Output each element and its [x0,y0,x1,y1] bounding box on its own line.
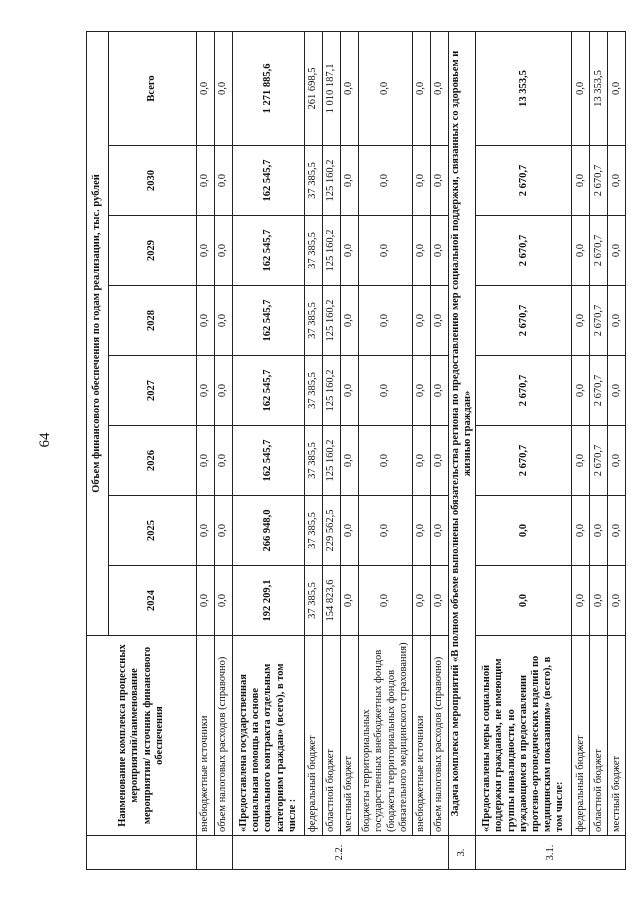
year-header: 2026 [109,426,197,496]
value-cell: 266 948,0 [233,496,305,566]
value-cell: 0,0 [608,496,626,566]
table-row [341,31,359,869]
total-cell: 0,0 [341,31,359,145]
total-cell: 13 353,5 [590,31,608,145]
value-cell: 0,0 [197,216,215,286]
value-cell: 37 385,5 [305,496,323,566]
value-cell: 162 545,7 [233,146,305,216]
table-row [449,31,476,869]
value-cell: 2 670,7 [590,216,608,286]
value-cell: 0,0 [197,146,215,216]
value-cell: 125 160,2 [323,356,341,426]
year-header: 2030 [109,146,197,216]
row-index: 2.2. [233,836,449,870]
value-cell: 0,0 [215,216,233,286]
table-row [323,31,341,869]
value-cell: 125 160,2 [323,146,341,216]
row-name: бюджеты территориальных государственных внебюджетных фондов (бюджеты территориальных фондов обязательного медицинского страхования) [359,636,413,836]
total-cell: 0,0 [197,31,215,145]
total-cell: 0,0 [572,31,590,145]
value-cell: 2 670,7 [590,286,608,356]
value-cell: 0,0 [572,426,590,496]
value-cell: 0,0 [197,426,215,496]
value-cell: 0,0 [359,496,413,566]
task-heading: Задача комплекса мероприятий «В полном объеме выполнены обязательства региона по предоставлению мер социальной поддержки, связанных со здоровьем и жизнью граждан» [449,31,476,835]
value-cell: 0,0 [341,426,359,496]
row-name: объем налоговых расходов (справочно) [215,636,233,836]
value-cell: 0,0 [413,566,431,636]
value-cell: 2 670,7 [590,426,608,496]
value-cell: 0,0 [413,286,431,356]
value-cell: 154 823,6 [323,566,341,636]
table-row [476,31,572,869]
row-name: местный бюджет [341,636,359,836]
value-cell: 0,0 [215,566,233,636]
value-cell: 0,0 [197,356,215,426]
value-cell: 2 670,7 [476,146,572,216]
value-cell: 2 670,7 [476,356,572,426]
value-cell: 0,0 [341,566,359,636]
value-cell: 0,0 [431,566,449,636]
table-row [305,31,323,869]
table-body [197,31,626,869]
financing-table [86,31,626,870]
table-row [197,31,215,869]
value-cell: 0,0 [413,216,431,286]
value-cell: 0,0 [431,356,449,426]
value-cell: 0,0 [476,496,572,566]
table-row [359,31,413,869]
value-cell: 0,0 [341,496,359,566]
value-cell: 0,0 [431,146,449,216]
value-cell: 0,0 [590,566,608,636]
value-cell: 0,0 [359,286,413,356]
value-cell: 0,0 [341,216,359,286]
value-cell: 0,0 [572,286,590,356]
value-cell: 0,0 [608,566,626,636]
value-cell: 0,0 [215,426,233,496]
value-cell: 0,0 [608,146,626,216]
value-cell: 0,0 [590,496,608,566]
year-header: 2028 [109,286,197,356]
value-cell: 0,0 [341,356,359,426]
name-header: Наименование комплекса процессных мероприятий/наименование мероприятия/ источник финансового обеспечения [87,636,197,836]
value-cell: 0,0 [359,566,413,636]
row-name: областной бюджет [323,636,341,836]
value-cell: 2 670,7 [476,286,572,356]
value-cell: 0,0 [413,356,431,426]
value-cell: 2 670,7 [590,356,608,426]
value-cell: 0,0 [359,216,413,286]
value-cell: 37 385,5 [305,286,323,356]
value-cell: 0,0 [341,286,359,356]
value-cell: 0,0 [572,356,590,426]
value-cell: 2 670,7 [476,216,572,286]
row-name: местный бюджет [608,636,626,836]
table-row [572,31,590,869]
index-header [87,836,197,870]
row-index [197,836,233,870]
value-cell: 0,0 [476,566,572,636]
value-cell: 0,0 [359,146,413,216]
row-name: объем налоговых расходов (справочно) [431,636,449,836]
value-cell: 37 385,5 [305,426,323,496]
total-cell: 0,0 [431,31,449,145]
value-cell: 0,0 [608,286,626,356]
total-cell: 1 010 187,1 [323,31,341,145]
row-name: федеральный бюджет [572,636,590,836]
table-row [233,31,305,869]
total-cell: 13 353,5 [476,31,572,145]
value-cell: 0,0 [608,216,626,286]
value-cell: 0,0 [197,496,215,566]
value-cell: 0,0 [431,426,449,496]
row-name: «Предоставлены меры социальной поддержки гражданам, не имеющим группы инвалидности, но нуждающимся в предоставлении протезно-ортопедических изделий по медицинским показаниям» (всего), в том числе: [476,636,572,836]
total-cell: 0,0 [608,31,626,145]
value-cell: 125 160,2 [323,426,341,496]
funding-group-header: Объем финансового обеспечения по годам реализации, тыс. рублей [87,31,109,635]
value-cell: 0,0 [413,496,431,566]
total-cell: 0,0 [215,31,233,145]
table-row [608,31,626,869]
total-cell: 0,0 [413,31,431,145]
row-index: 3.1. [476,836,626,870]
value-cell: 0,0 [215,356,233,426]
value-cell: 0,0 [359,356,413,426]
total-cell: 261 698,5 [305,31,323,145]
year-header: 2025 [109,496,197,566]
value-cell: 0,0 [197,286,215,356]
year-header: 2027 [109,356,197,426]
value-cell: 125 160,2 [323,286,341,356]
value-cell: 0,0 [572,496,590,566]
value-cell: 0,0 [608,426,626,496]
row-name: внебюджетные источники [413,636,431,836]
value-cell: 162 545,7 [233,356,305,426]
value-cell: 0,0 [431,216,449,286]
value-cell: 0,0 [608,356,626,426]
value-cell: 162 545,7 [233,286,305,356]
value-cell: 192 209,1 [233,566,305,636]
value-cell: 0,0 [572,566,590,636]
table-row [590,31,608,869]
table-wrapper [86,32,622,870]
row-name: «Предоставлена государственная социальная помощь на основе социального контракта отдельным категориям граждан» (всего), в том числе : [233,636,305,836]
value-cell: 37 385,5 [305,356,323,426]
table-row [215,31,233,869]
value-cell: 0,0 [572,216,590,286]
rotated-table-container [86,32,622,870]
year-header: 2024 [109,566,197,636]
total-cell: 0,0 [359,31,413,145]
table-row [431,31,449,869]
year-header: 2029 [109,216,197,286]
value-cell: 0,0 [413,146,431,216]
value-cell: 0,0 [572,146,590,216]
value-cell: 37 385,5 [305,146,323,216]
value-cell: 0,0 [215,146,233,216]
value-cell: 0,0 [359,426,413,496]
value-cell: 162 545,7 [233,426,305,496]
total-cell: 1 271 885,6 [233,31,305,145]
row-name: федеральный бюджет [305,636,323,836]
value-cell: 229 562,5 [323,496,341,566]
value-cell: 162 545,7 [233,216,305,286]
row-name: областной бюджет [590,636,608,836]
value-cell: 0,0 [197,566,215,636]
value-cell: 37 385,5 [305,566,323,636]
total-header: Всего [109,31,197,145]
value-cell: 2 670,7 [476,426,572,496]
value-cell: 0,0 [215,286,233,356]
value-cell: 2 670,7 [590,146,608,216]
row-index: 3. [449,836,476,870]
value-cell: 37 385,5 [305,216,323,286]
page-number: 64 [37,432,53,448]
value-cell: 0,0 [431,286,449,356]
value-cell: 0,0 [215,496,233,566]
value-cell: 0,0 [341,146,359,216]
row-name: внебюджетные источники [197,636,215,836]
value-cell: 125 160,2 [323,216,341,286]
value-cell: 0,0 [431,496,449,566]
table-row [413,31,431,869]
value-cell: 0,0 [413,426,431,496]
